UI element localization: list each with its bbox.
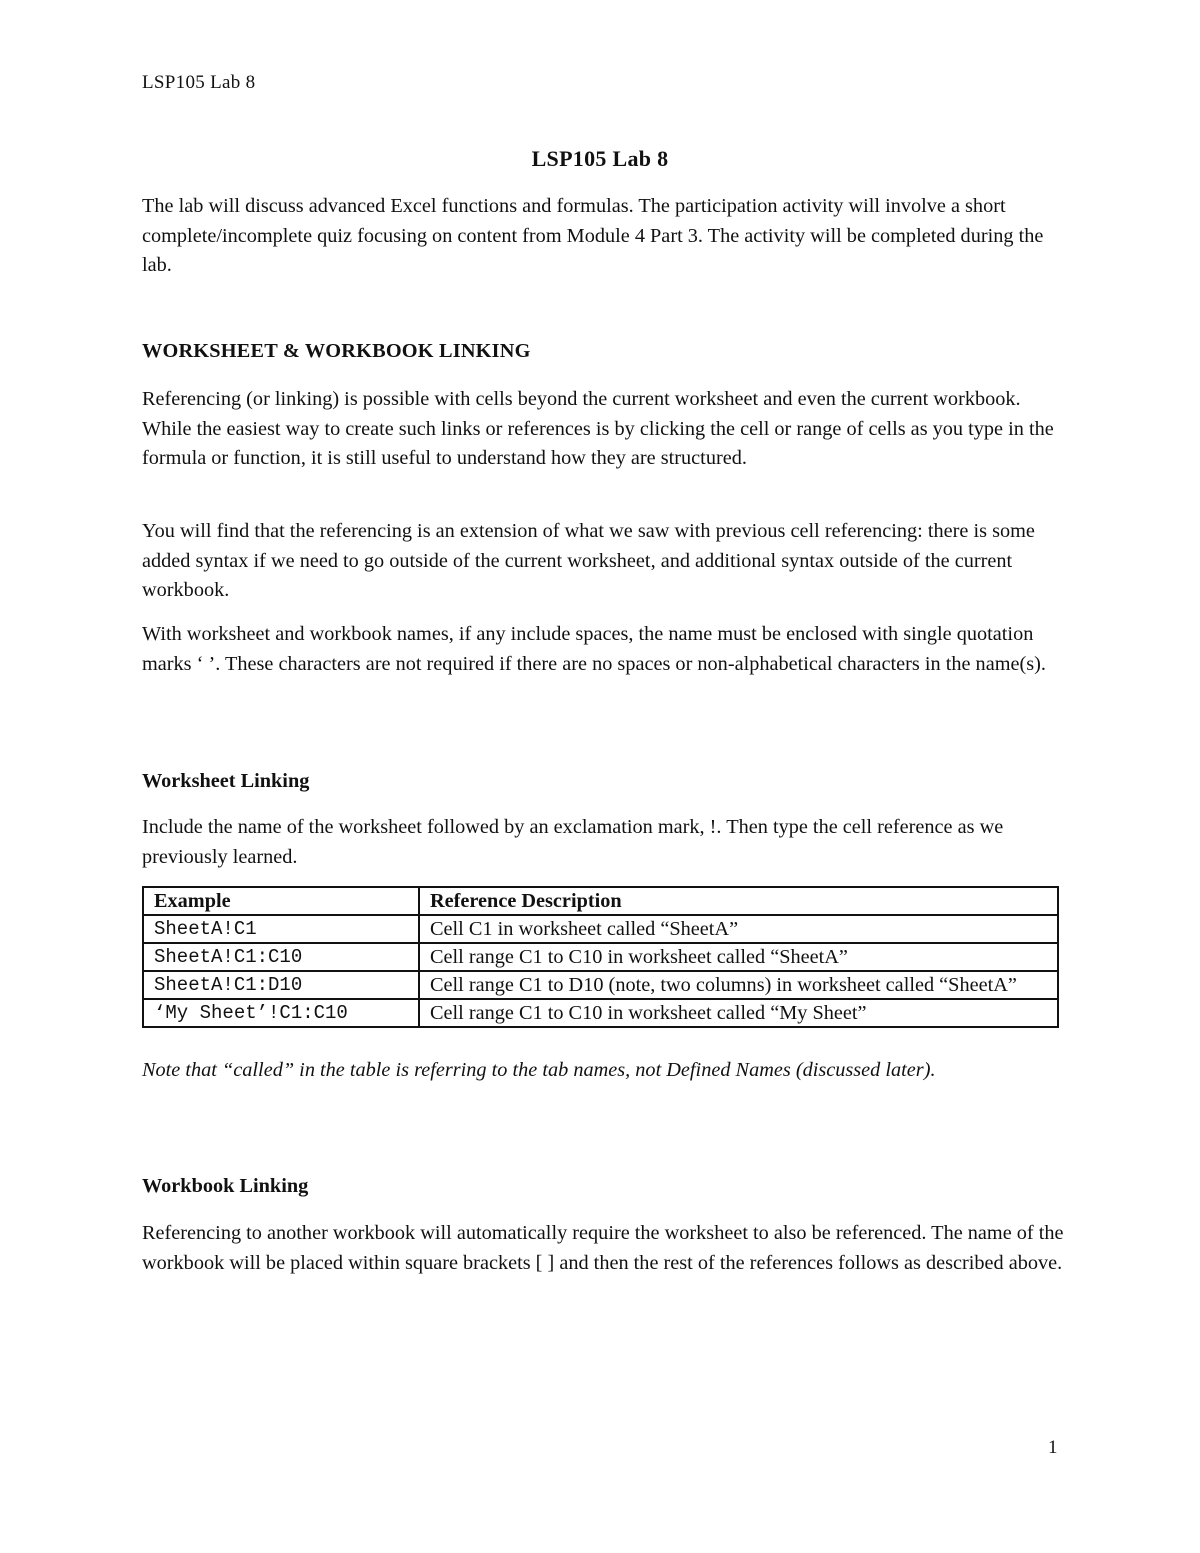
- table-note: Note that “called” in the table is referring to the tab names, not Defined Names (discussed later).: [142, 1059, 936, 1081]
- document-title: LSP105 Lab 8: [531, 146, 669, 171]
- table-header-row: [143, 887, 1058, 915]
- table-row: [143, 971, 1058, 999]
- table-header-example: Example: [143, 887, 419, 915]
- running-header: LSP105 Lab 8: [142, 72, 256, 93]
- table-cell-description: Cell C1 in worksheet called “SheetA”: [419, 915, 1058, 943]
- table-row: [143, 915, 1058, 943]
- table-header-description: Reference Description: [419, 887, 1058, 915]
- section-heading-workbook-linking: Workbook Linking: [142, 1175, 309, 1197]
- table-cell-example: SheetA!C1:C10: [143, 943, 419, 971]
- table-row: [143, 999, 1058, 1027]
- section-heading-worksheet-linking: Worksheet Linking: [142, 770, 310, 792]
- table-row: [143, 943, 1058, 971]
- linking-paragraph-1: Referencing (or linking) is possible with cells beyond the current worksheet and even the current workbook. While the easiest way to create such links or references is by clicking the cell or range of cells as you type in the formula or function, it is still useful to understand how they are structured.: [142, 388, 1054, 470]
- table-cell-description: Cell range C1 to C10 in worksheet called “SheetA”: [419, 943, 1058, 971]
- table-cell-description: Cell range C1 to C10 in worksheet called “My Sheet”: [419, 999, 1058, 1027]
- worksheet-linking-paragraph: Include the name of the worksheet followed by an exclamation mark, !. Then type the cell reference as we previously learned.: [142, 816, 1004, 868]
- section-heading-linking: WORKSHEET & WORKBOOK LINKING: [142, 340, 531, 362]
- table-cell-example: SheetA!C1:D10: [143, 971, 419, 999]
- workbook-linking-paragraph: Referencing to another workbook will automatically require the worksheet to also be referenced. The name of the workbook will be placed within square brackets [ ] and then the rest of the references follows as described above.: [142, 1222, 1064, 1274]
- table-cell-example: ‘My Sheet’!C1:C10: [143, 999, 419, 1027]
- linking-paragraph-3: With worksheet and workbook names, if any include spaces, the name must be enclosed with single quotation marks ‘ ’. These characters are not required if there are no spaces or non-alphabetical characters in the name(s).: [142, 623, 1046, 675]
- page-number: 1: [1048, 1437, 1058, 1458]
- intro-paragraph: The lab will discuss advanced Excel functions and formulas. The participation activity will involve a short complete/incomplete quiz focusing on content from Module 4 Part 3. The activity will be completed during the lab.: [142, 195, 1044, 277]
- reference-table: [142, 886, 1059, 1028]
- linking-paragraph-2: You will find that the referencing is an extension of what we saw with previous cell referencing: there is some added syntax if we need to go outside of the current worksheet, and additional syntax outside of the current workbook.: [142, 520, 1035, 602]
- table-cell-description: Cell range C1 to D10 (note, two columns) in worksheet called “SheetA”: [419, 971, 1058, 999]
- table-cell-example: SheetA!C1: [143, 915, 419, 943]
